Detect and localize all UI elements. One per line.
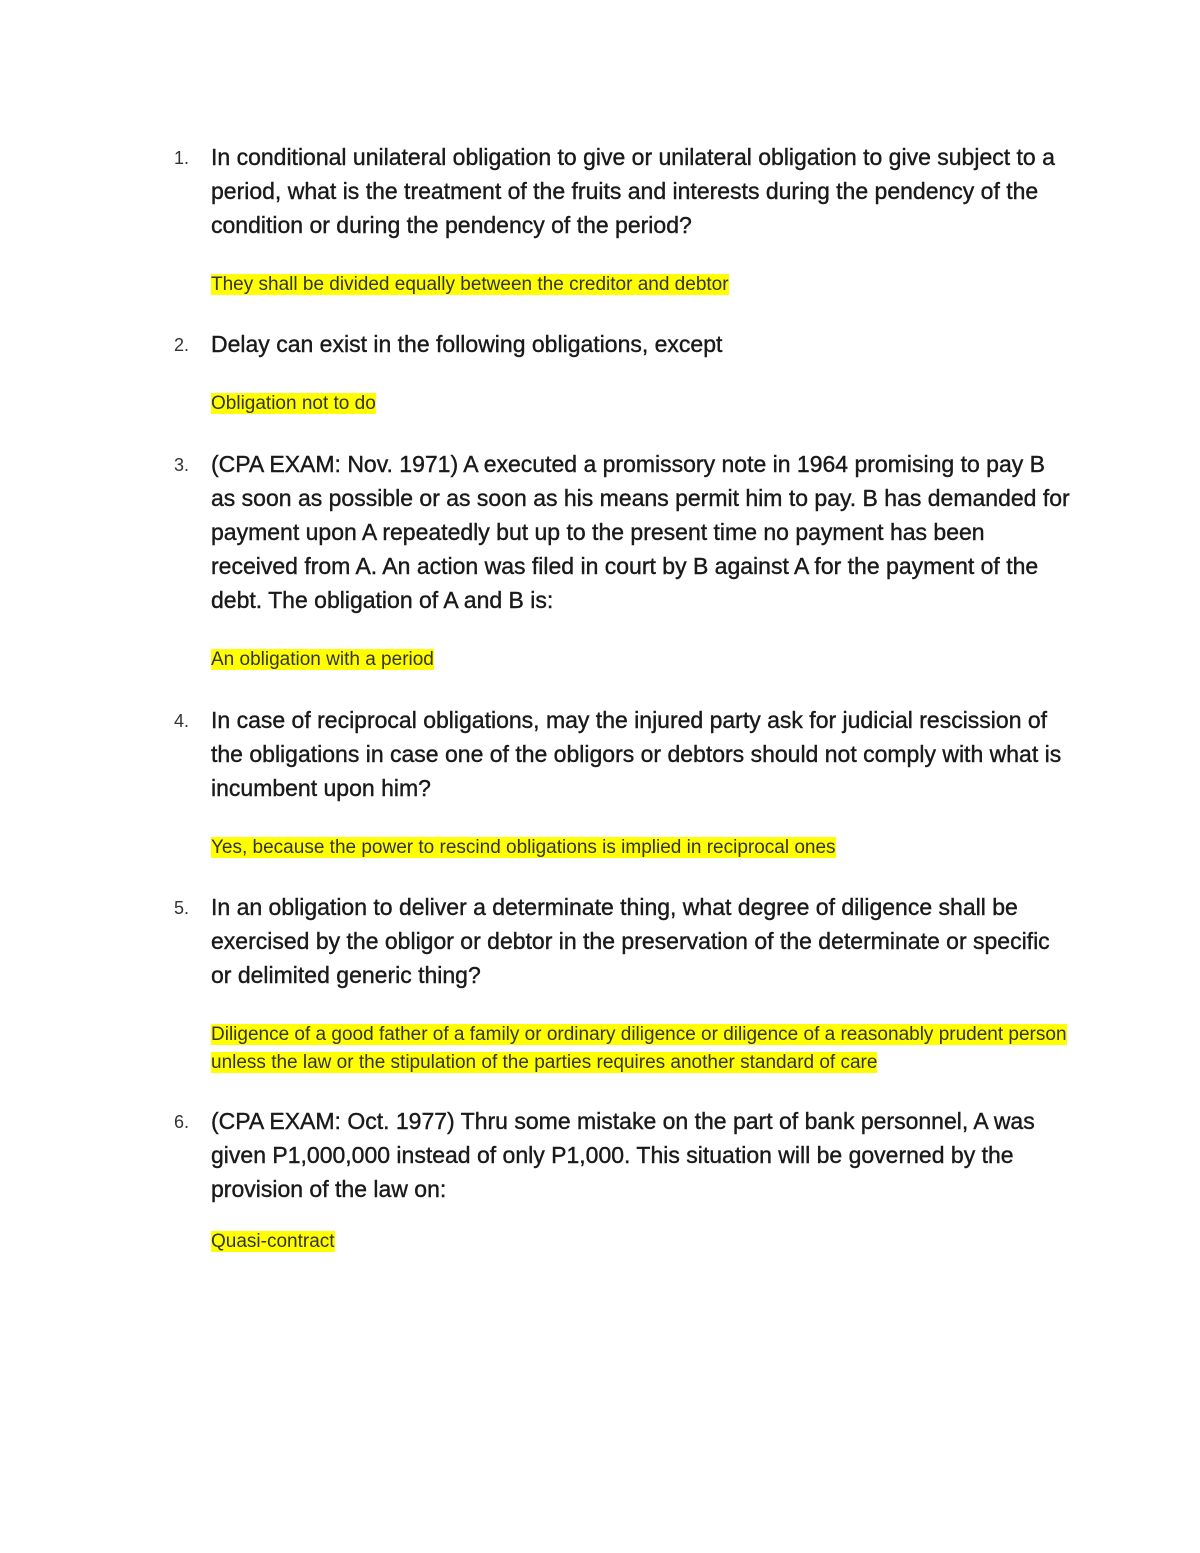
question-number: 1. xyxy=(174,148,190,168)
question-number: 5. xyxy=(174,898,190,918)
question-list xyxy=(0,140,1200,1256)
answer-highlight: They shall be divided equally between the creditor and debtor xyxy=(211,274,729,295)
answer-highlight: Diligence of a good father of a family or ordinary diligence or diligence of a reasonably prudent person unless the law or the stipulation of the parties requires another standard of care xyxy=(211,1024,1067,1073)
question-text: (CPA EXAM: Oct. 1977) Thru some mistake on the part of bank personnel, A was given P1,000,000 instead of only P1,000. This situation will be governed by the provision of the law on: xyxy=(211,1108,1035,1202)
question-item-6 xyxy=(0,1104,1071,1256)
answer-text xyxy=(211,834,1071,862)
answer-highlight: Obligation not to do xyxy=(211,393,376,414)
question-number: 3. xyxy=(174,455,190,475)
answer-highlight: An obligation with a period xyxy=(211,649,434,670)
answer-text xyxy=(211,390,1071,418)
question-number: 4. xyxy=(174,711,190,731)
question-text: In case of reciprocal obligations, may the injured party ask for judicial rescission of the obligations in case one of the obligors or debtors should not comply with what is incumbent upon him? xyxy=(211,707,1062,801)
question-number: 2. xyxy=(174,335,190,355)
answer-text xyxy=(211,271,1071,299)
question-item-3 xyxy=(0,447,1071,674)
answer-text xyxy=(211,1021,1071,1077)
question-text: Delay can exist in the following obligations, except xyxy=(211,331,723,357)
question-number: 6. xyxy=(174,1112,190,1132)
answer-text xyxy=(211,646,1071,674)
answer-highlight: Quasi-contract xyxy=(211,1231,335,1252)
answer-text xyxy=(211,1228,1071,1256)
question-text: In conditional unilateral obligation to give or unilateral obligation to give subject to a period, what is the treatment of the fruits and interests during the pendency of the condition or during the pendency of the period? xyxy=(211,144,1055,238)
question-item-2 xyxy=(0,327,1071,418)
question-item-5 xyxy=(0,890,1071,1077)
question-text: (CPA EXAM: Nov. 1971) A executed a promissory note in 1964 promising to pay B as soon as possible or as soon as his means permit him to pay. B has demanded for payment upon A repeatedly but up to the present time no payment has been received from A. An action was filed in court by B against A for the payment of the debt. The obligation of A and B is: xyxy=(211,451,1070,613)
question-item-1 xyxy=(0,140,1071,299)
question-text: In an obligation to deliver a determinate thing, what degree of diligence shall be exercised by the obligor or debtor in the preservation of the determinate or specific or delimited generic thing? xyxy=(211,894,1050,988)
answer-highlight: Yes, because the power to rescind obligations is implied in reciprocal ones xyxy=(211,837,836,858)
question-item-4 xyxy=(0,703,1071,862)
